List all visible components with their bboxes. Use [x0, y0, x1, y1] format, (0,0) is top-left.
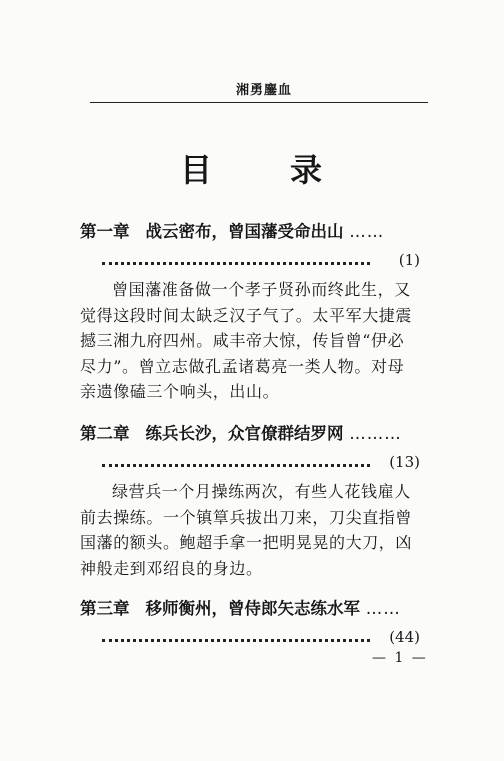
folio-page-number: — 1 —: [372, 650, 428, 666]
chapter-title: 战云密布，曾国藩受命出山: [145, 222, 344, 241]
dot-leader-line: [102, 464, 370, 467]
running-head: 湘勇鏖血: [236, 83, 293, 98]
chapter-heading: [80, 598, 420, 620]
chapter-heading: [80, 423, 420, 445]
chapter-number: 第三章: [80, 599, 130, 618]
toc-title-char-2: 录: [290, 151, 323, 189]
page-number: (44): [389, 628, 420, 646]
dot-leader-line: [102, 262, 370, 265]
page-number: (1): [398, 251, 420, 269]
page-leader: [80, 249, 420, 271]
chapter-number: 第一章: [80, 222, 130, 241]
chapter-summary: 绿营兵一个月操练两次，有些人花钱雇人前去操练。一个镇筸兵拔出刀来，刀尖直指曾国藩的额头。鲍超手拿一把明晃晃的大刀，凶神般走到邓绍良的身边。: [80, 482, 413, 578]
chapter-heading: [80, 221, 420, 243]
chapter-number: 第二章: [80, 424, 130, 443]
page-leader: [80, 626, 420, 648]
toc-entry-chapter-1[interactable]: [80, 221, 420, 405]
toc-title-char-1: 目: [180, 151, 213, 189]
dot-leader-line: [102, 639, 370, 642]
page-number: (13): [389, 453, 420, 471]
page-leader: [80, 451, 420, 473]
chapter-title: 练兵长沙，众官僚群结罗网: [145, 424, 344, 443]
toc-entry-chapter-2[interactable]: [80, 423, 420, 581]
toc-entry-chapter-3[interactable]: [80, 598, 420, 648]
chapter-summary: 曾国藩准备做一个孝子贤孙而终此生，又觉得这段时间太缺乏汉子气了。太平军大捷震撼三湘九府四州。咸丰帝大惊，传旨曾“伊必尽力”。曾立志做孔孟诸葛亮一类人物。对母亲遗像磕三个响头，出山。: [80, 280, 413, 401]
dot-leader-tail: ………: [349, 424, 402, 443]
header-rule: [90, 102, 428, 103]
dot-leader-tail: ……: [365, 599, 401, 618]
chapter-title: 移师衡州，曾侍郎矢志练水军: [145, 599, 360, 618]
dot-leader-tail: ……: [349, 222, 385, 241]
